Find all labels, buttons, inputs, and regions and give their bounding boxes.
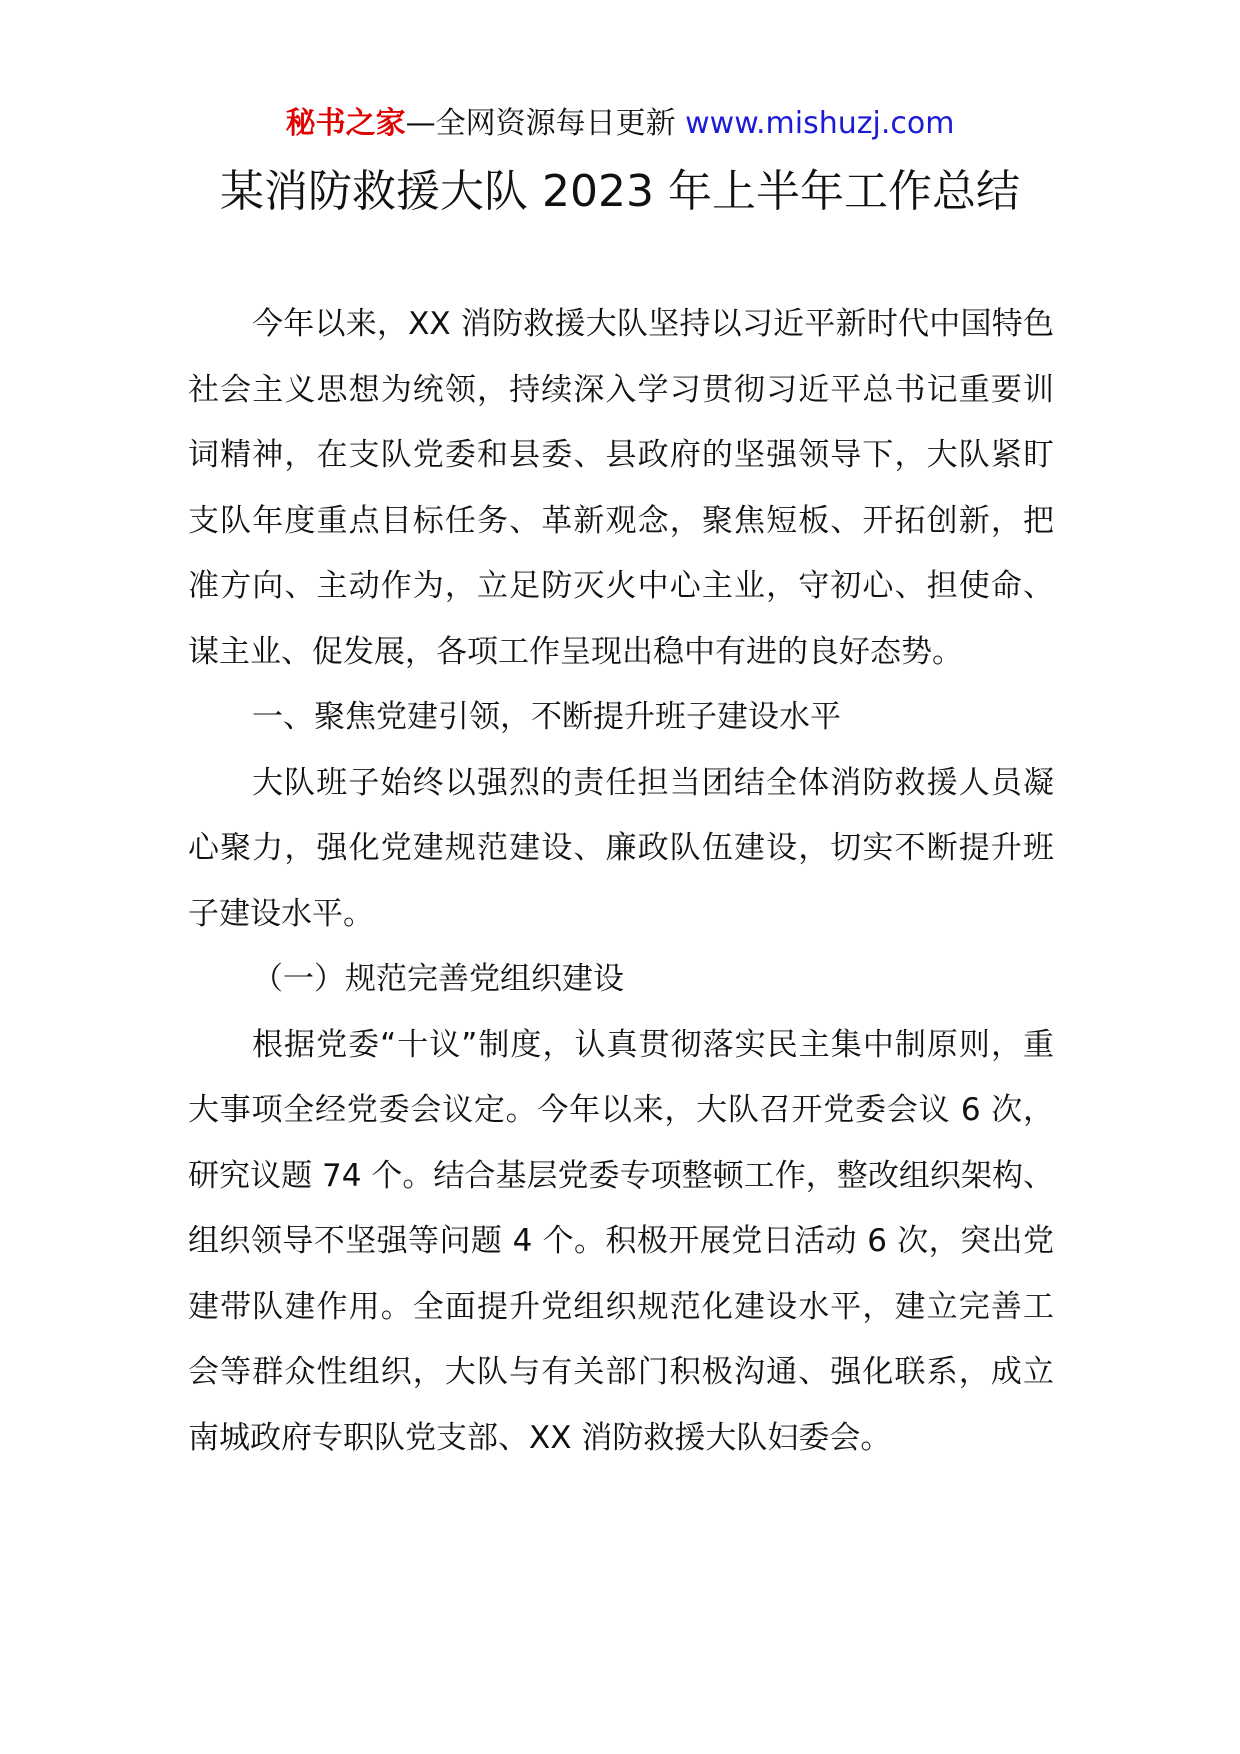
site-brand: 秘书之家	[285, 106, 406, 141]
subsection-1-paragraph: 根据党委“十议”制度，认真贯彻落实民主集中制原则，重大事项全经党委会议定。今年以来，大队召开党委会议 6 次，研究议题 74 个。结合基层党委专项整顿工作，整改组织架构、组织领导不坚强等问题 4 个。积极开展党日活动 6 次，突出党建带队建作用。全面提升党组织规范化建设水平，建立完善工会等群众性组织，大队与有关部门积极沟通、强化联系，成立南城政府专职队党支部、XX 消防救援大队妇委会。	[188, 1026, 1054, 1456]
intro-paragraph: 今年以来，XX 消防救援大队坚持以习近平新时代中国特色社会主义思想为统领，持续深入学习贯彻习近平总书记重要训词精神，在支队党委和县委、县政府的坚强领导下，大队紧盯支队年度重点目标任务、革新观念，聚焦短板、开拓创新，把准方向、主动作为，立足防灭火中心主业，守初心、担使命、谋主业、促发展，各项工作呈现出稳中有进的良好态势。	[188, 306, 1054, 670]
subsection-1-heading: （一）规范完善党组织建设	[252, 961, 624, 997]
section-1-heading: 一、聚焦党建引领，不断提升班子建设水平	[252, 699, 841, 735]
document-title: 某消防救援大队 2023 年上半年工作总结	[220, 166, 1020, 217]
document-body	[188, 292, 1054, 1471]
site-header	[0, 104, 1240, 144]
site-tagline: —全网资源每日更新	[405, 106, 676, 141]
site-url-link[interactable]: www.mishuzj.com	[685, 106, 955, 141]
section-1-paragraph: 大队班子始终以强烈的责任担当团结全体消防救援人员凝心聚力，强化党建规范建设、廉政队伍建设，切实不断提升班子建设水平。	[188, 764, 1054, 932]
